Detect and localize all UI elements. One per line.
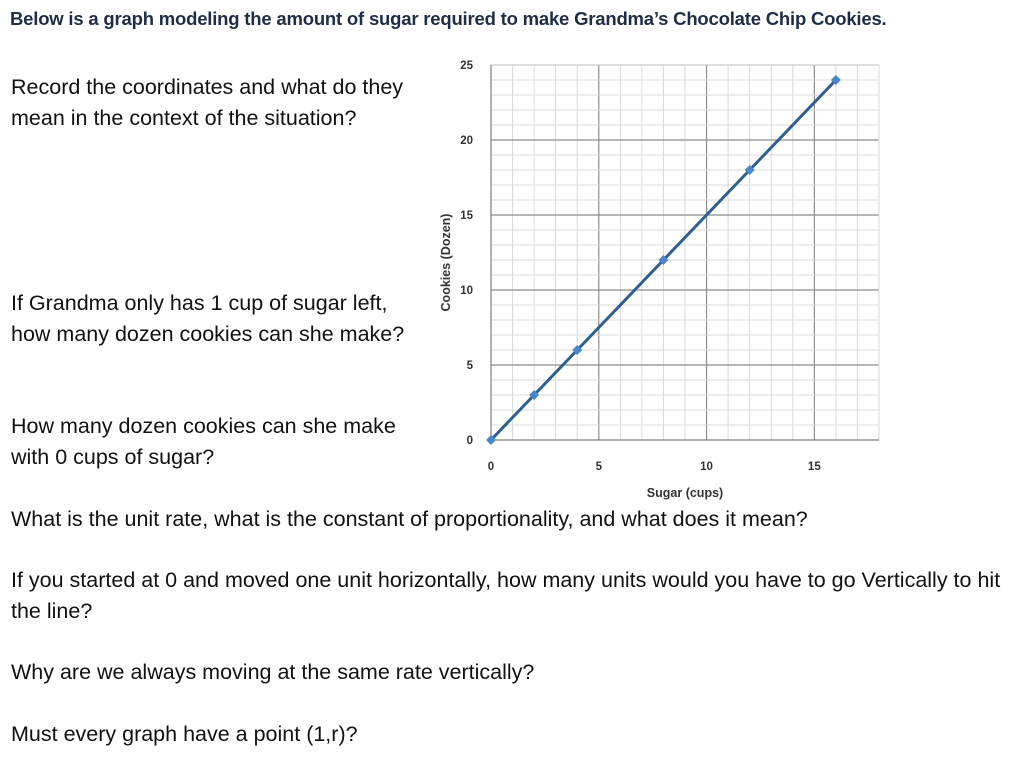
- y-tick-label: 25: [460, 60, 473, 72]
- chart-tick-labels: [460, 60, 821, 473]
- sugar-cookies-chart: [420, 50, 900, 505]
- chart-grid: [491, 65, 879, 440]
- question-same-rate: Why are we always moving at the same rate vertically?: [11, 660, 535, 684]
- question-one-unit-horizontal: If you started at 0 and moved one unit horizontally, how many units would you have to go Vertically to hit the line?: [11, 568, 1001, 623]
- y-tick-label: 15: [460, 210, 473, 222]
- question-one-cup: If Grandma only has 1 cup of sugar left, how many dozen cookies can she make?: [11, 291, 405, 346]
- question-point-1-r: Must every graph have a point (1,r)?: [11, 722, 358, 746]
- x-tick-label: 5: [595, 461, 602, 473]
- chart-y-axis-label: Cookies (Dozen): [439, 213, 453, 312]
- question-record-coordinates: Record the coordinates and what do they mean in the context of the situation?: [11, 75, 404, 130]
- x-tick-label: 0: [487, 461, 495, 473]
- x-tick-label: 10: [700, 461, 713, 473]
- y-tick-label: 10: [460, 285, 473, 297]
- y-tick-label: 0: [466, 435, 473, 447]
- page-title: Below is a graph modeling the amount of sugar required to make Grandma’s Chocolate Chip Cookies.: [10, 8, 887, 29]
- chart-x-axis-label: Sugar (cups): [646, 486, 724, 500]
- y-tick-label: 5: [466, 360, 473, 372]
- question-zero-cups: How many dozen cookies can she make with 0 cups of sugar?: [11, 414, 396, 469]
- y-tick-label: 20: [460, 135, 473, 147]
- x-tick-label: 15: [807, 461, 821, 473]
- question-unit-rate: What is the unit rate, what is the constant of proportionality, and what does it mean?: [11, 507, 808, 531]
